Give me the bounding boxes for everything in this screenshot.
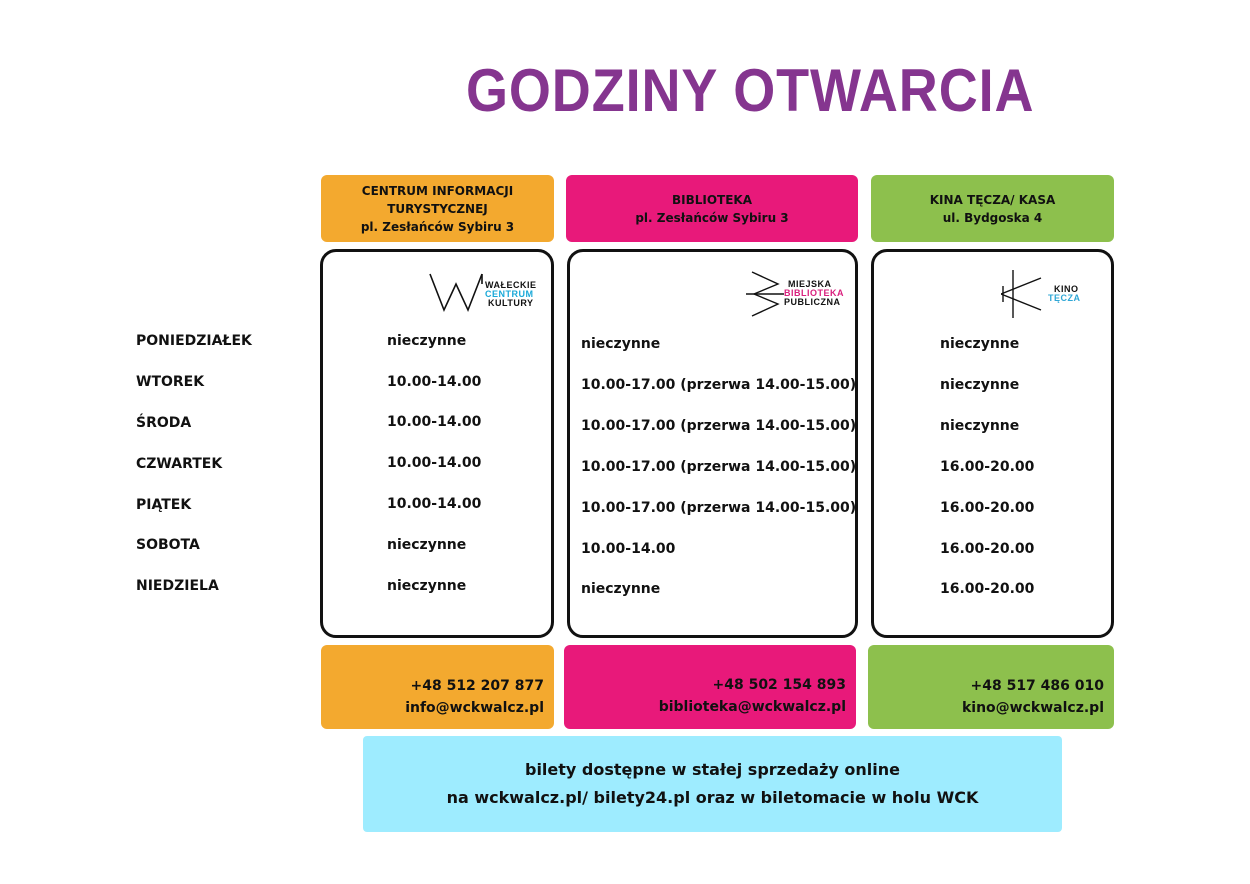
page-title: GODZINY OTWARCIA (466, 57, 1035, 124)
hours-cell: nieczynne (387, 333, 467, 349)
header-address: pl. Zesłańców Sybiru 3 (635, 210, 789, 225)
library-logo (746, 270, 846, 320)
header-tourist-info (321, 175, 554, 242)
email-address: info@wckwalcz.pl (405, 700, 544, 716)
tickets-info-line: na wckwalcz.pl/ bilety24.pl oraz w biletomacie w holu WCK (446, 788, 979, 807)
wck-logo-line: WAŁECKIE (485, 280, 537, 290)
hours-cell: nieczynne (581, 336, 661, 352)
cinema-logo-line: TĘCZA (1048, 293, 1081, 303)
hours-cell: nieczynne (387, 537, 467, 553)
hours-cell: 10.00-14.00 (387, 414, 482, 430)
library-logo-line: PUBLICZNA (784, 297, 841, 307)
tickets-info-line: bilety dostępne w stałej sprzedaży online (524, 760, 900, 779)
header-address: pl. Zesłańców Sybiru 3 (360, 219, 515, 234)
day-label: SOBOTA (136, 537, 200, 553)
day-label: PIĄTEK (136, 497, 192, 513)
day-label: PONIEDZIAŁEK (136, 333, 252, 349)
hours-cell: nieczynne (940, 418, 1020, 434)
hours-cell: 16.00-20.00 (940, 581, 1035, 597)
day-label: NIEDZIELA (136, 578, 219, 594)
header-line: KINA TĘCZA/ KASA (929, 192, 1056, 207)
tickets-info-banner (363, 736, 1062, 832)
wck-logo-line: KULTURY (488, 298, 534, 308)
hours-cell: nieczynne (387, 578, 467, 594)
hours-cell: 10.00-14.00 (581, 541, 676, 557)
contact-library (564, 645, 856, 729)
contact-cinema (868, 645, 1114, 729)
library-logo-icon (746, 270, 786, 320)
wck-logo-line: CENTRUM (485, 289, 534, 299)
hours-cell: 10.00-17.00 (przerwa 14.00-15.00) (581, 418, 857, 434)
hours-cell: nieczynne (940, 336, 1020, 352)
header-address: ul. Bydgoska 4 (942, 210, 1043, 225)
hours-cell: 10.00-17.00 (przerwa 14.00-15.00) (581, 377, 857, 393)
phone-number: +48 517 486 010 (970, 678, 1104, 694)
hours-cell: nieczynne (940, 377, 1020, 393)
library-logo-line: BIBLIOTEKA (784, 288, 844, 298)
day-label: CZWARTEK (136, 456, 223, 472)
hours-cell: 16.00-20.00 (940, 500, 1035, 516)
cinema-logo-icon (1001, 268, 1043, 320)
header-line: BIBLIOTEKA (671, 192, 753, 207)
phone-number: +48 502 154 893 (712, 677, 846, 693)
hours-cell: 10.00-14.00 (387, 374, 482, 390)
phone-number: +48 512 207 877 (410, 678, 544, 694)
header-line: CENTRUM INFORMACJI (361, 183, 514, 198)
hours-cell: 16.00-20.00 (940, 541, 1035, 557)
header-line: TURYSTYCZNEJ (387, 201, 488, 216)
hours-cell: 10.00-17.00 (przerwa 14.00-15.00) (581, 459, 857, 475)
cinema-logo-line: KINO (1054, 284, 1079, 294)
library-logo-line: MIEJSKA (788, 279, 832, 289)
wck-logo-icon (428, 270, 488, 314)
hours-cell: 10.00-14.00 (387, 496, 482, 512)
hours-cell: nieczynne (581, 581, 661, 597)
header-library (566, 175, 858, 242)
contact-tourist-info (321, 645, 554, 729)
day-label: WTOREK (136, 374, 205, 390)
day-label: ŚRODA (136, 415, 192, 431)
hours-cell: 10.00-17.00 (przerwa 14.00-15.00) (581, 500, 857, 516)
hours-cell: 10.00-14.00 (387, 455, 482, 471)
hours-cell: 16.00-20.00 (940, 459, 1035, 475)
wck-logo (428, 270, 538, 314)
email-address: biblioteka@wckwalcz.pl (658, 699, 846, 715)
email-address: kino@wckwalcz.pl (961, 700, 1104, 716)
cinema-logo (1001, 268, 1091, 320)
header-cinema (871, 175, 1114, 242)
